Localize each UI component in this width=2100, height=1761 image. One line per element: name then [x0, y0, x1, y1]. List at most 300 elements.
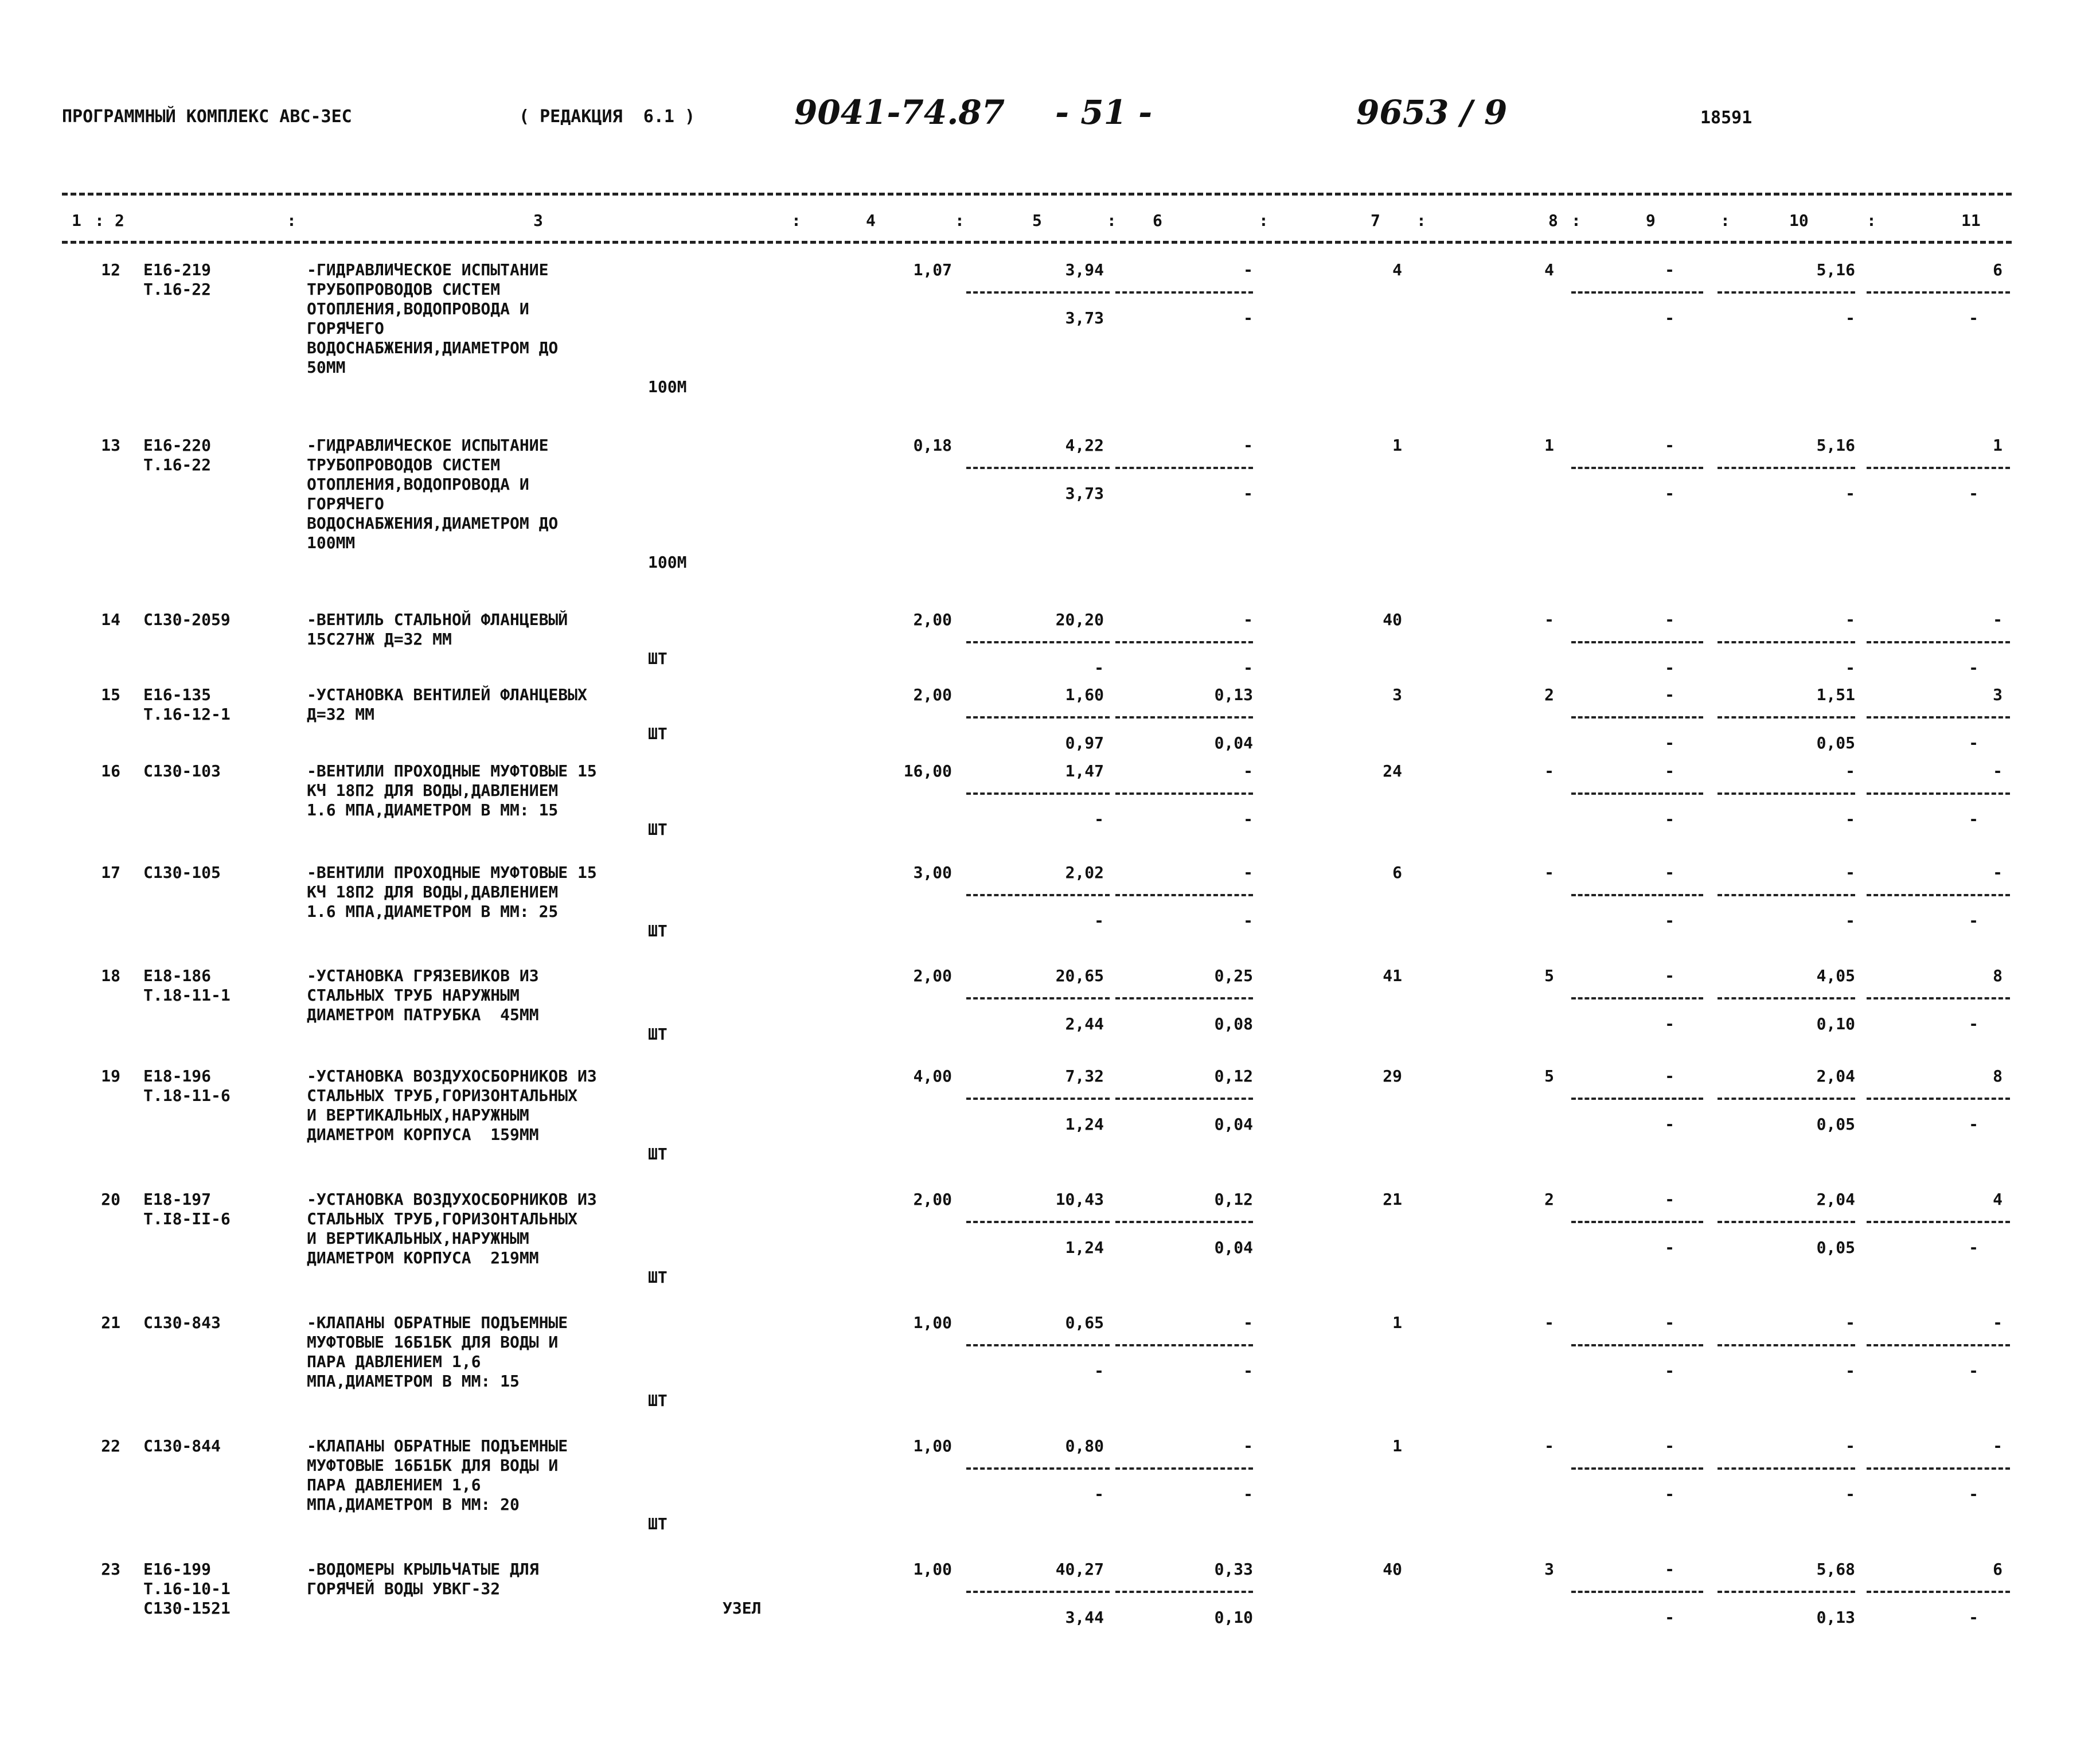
column-header-5: 5	[1032, 211, 1042, 230]
cell-machine-cost-wage: -	[1243, 810, 1253, 829]
cell-col11-sub: -	[1969, 658, 1978, 677]
row-description: МУФТОВЫЕ 16Б1БК ДЛЯ ВОДЫ И	[307, 1456, 559, 1475]
cell-total: 21	[1383, 1190, 1402, 1209]
cell-col9-sub: -	[1665, 1014, 1674, 1033]
fraction-rule	[1571, 997, 1703, 999]
row-description: -КЛАПАНЫ ОБРАТНЫЕ ПОДЪЕМНЫЕ	[307, 1313, 568, 1332]
row-code: Е16-199	[143, 1560, 212, 1579]
row-unit: ШТ	[648, 922, 668, 940]
row-code: С130-105	[143, 863, 221, 882]
row-description: -УСТАНОВКА ВЕНТИЛЕЙ ФЛАНЦЕВЫХ	[307, 685, 587, 704]
fraction-rule	[1115, 467, 1253, 469]
cell-col10-sub: 0,05	[1816, 1238, 1855, 1257]
row-description: Д=32 ММ	[307, 705, 375, 724]
cell-unit-cost-wage: -	[1094, 1485, 1104, 1504]
cell-wage-total: 1	[1544, 436, 1554, 455]
fraction-rule	[1115, 894, 1253, 896]
cell-col10: 5,16	[1816, 260, 1855, 279]
column-header-8: 8	[1548, 211, 1558, 230]
cell-col11: -	[1993, 1436, 2003, 1455]
cell-quantity: 2,00	[913, 1190, 952, 1209]
row-number: 15	[101, 685, 120, 704]
page-number: - 51 -	[1055, 93, 1153, 132]
cell-col10-sub: -	[1845, 810, 1855, 829]
cell-wage-total: 2	[1544, 685, 1554, 704]
fraction-rule	[966, 792, 1110, 795]
row-unit: ШТ	[648, 649, 668, 668]
cell-col10: -	[1845, 762, 1855, 780]
cell-unit-cost-wage: 3,73	[1065, 484, 1104, 503]
row-description: ПАРА ДАВЛЕНИЕМ 1,6	[307, 1475, 481, 1494]
fraction-rule	[1718, 894, 1855, 896]
cell-col9: -	[1665, 762, 1674, 780]
cell-col11: 3	[1993, 685, 2003, 704]
cell-unit-cost: 1,47	[1065, 762, 1104, 780]
row-unit: ШТ	[648, 1268, 668, 1287]
row-code: Т.16-10-1	[143, 1579, 231, 1598]
row-description: -ГИДРАВЛИЧЕСКОЕ ИСПЫТАНИЕ	[307, 436, 549, 455]
fraction-rule	[1718, 1467, 1855, 1470]
cell-col9-sub: -	[1665, 1608, 1674, 1627]
cell-col11-sub: -	[1969, 733, 1978, 752]
cell-quantity: 2,00	[913, 685, 952, 704]
column-separator: :	[1259, 211, 1268, 230]
fraction-rule	[1867, 641, 2010, 643]
cell-unit-cost: 1,60	[1065, 685, 1104, 704]
row-number: 18	[101, 966, 120, 985]
fraction-rule	[1115, 291, 1253, 294]
row-code: Е16-219	[143, 260, 212, 279]
cell-unit-cost: 4,22	[1065, 436, 1104, 455]
cell-col11: 4	[1993, 1190, 2003, 1209]
cell-machine-cost-wage: 0,04	[1214, 733, 1253, 752]
fraction-rule	[966, 716, 1110, 719]
cell-wage-total: -	[1544, 610, 1554, 629]
cell-col11: 1	[1993, 436, 2003, 455]
cell-unit-cost: 0,80	[1065, 1436, 1104, 1455]
column-header-6: 6	[1153, 211, 1162, 230]
cell-machine-cost-wage: -	[1243, 1485, 1253, 1504]
row-description: 1.6 МПА,ДИАМЕТРОМ В ММ: 25	[307, 902, 559, 921]
fraction-rule	[966, 997, 1110, 999]
cell-col9-sub: -	[1665, 810, 1674, 829]
row-number: 14	[101, 610, 120, 629]
cell-machine-cost: 0,13	[1214, 685, 1253, 704]
cell-unit-cost: 3,94	[1065, 260, 1104, 279]
cell-col10-sub: -	[1845, 658, 1855, 677]
fraction-rule	[1718, 792, 1855, 795]
program-name: ПРОГРАММНЫЙ КОМПЛЕКС АВС-3ЕС	[62, 107, 352, 127]
fraction-rule	[1718, 716, 1855, 719]
cell-total: 6	[1392, 863, 1402, 882]
cell-total: 24	[1383, 762, 1402, 780]
cell-unit-cost: 10,43	[1055, 1190, 1104, 1209]
cell-col11-sub: -	[1969, 309, 1978, 327]
row-description: МПА,ДИАМЕТРОМ В ММ: 15	[307, 1372, 520, 1391]
cell-wage-total: -	[1544, 1436, 1554, 1455]
row-description: -УСТАНОВКА ВОЗДУХОСБОРНИКОВ ИЗ	[307, 1190, 597, 1209]
cell-total: 1	[1392, 1436, 1402, 1455]
column-header-10: 10	[1789, 211, 1809, 230]
cell-total: 40	[1383, 1560, 1402, 1579]
column-separator: :	[1867, 211, 1876, 230]
cell-col9-sub: -	[1665, 1361, 1674, 1380]
cell-col11-sub: -	[1969, 1608, 1978, 1627]
cell-unit-cost-wage: -	[1094, 810, 1104, 829]
row-code: Т.18-11-6	[143, 1086, 231, 1105]
cell-quantity: 2,00	[913, 610, 952, 629]
row-description: -УСТАНОВКА ГРЯЗЕВИКОВ ИЗ	[307, 966, 539, 985]
cell-wage-total: 3	[1544, 1560, 1554, 1579]
cell-col11-sub: -	[1969, 484, 1978, 503]
fraction-rule	[966, 894, 1110, 896]
cell-col9: -	[1665, 966, 1674, 985]
cell-machine-cost: -	[1243, 260, 1253, 279]
cell-col10: 1,51	[1816, 685, 1855, 704]
fraction-rule	[1571, 1591, 1703, 1593]
fraction-rule	[1115, 1098, 1253, 1100]
cell-quantity: 3,00	[913, 863, 952, 882]
fraction-rule	[1718, 291, 1855, 294]
fraction-rule	[1867, 467, 2010, 469]
fraction-rule	[1115, 1221, 1253, 1223]
cell-col11: -	[1993, 610, 2003, 629]
cell-unit-cost: 20,20	[1055, 610, 1104, 629]
cell-col10-sub: -	[1845, 1485, 1855, 1504]
cell-col9: -	[1665, 436, 1674, 455]
cell-col9-sub: -	[1665, 911, 1674, 930]
fraction-rule	[1867, 716, 2010, 719]
cell-unit-cost-wage: 3,44	[1065, 1608, 1104, 1627]
cell-machine-cost-wage: 0,04	[1214, 1115, 1253, 1134]
fraction-rule	[1718, 641, 1855, 643]
row-number: 22	[101, 1436, 120, 1455]
cell-wage-total: 5	[1544, 1067, 1554, 1086]
fraction-rule	[1571, 1344, 1703, 1346]
row-description: ГОРЯЧЕЙ ВОДЫ УВКГ-32	[307, 1579, 501, 1598]
row-description: -ГИДРАВЛИЧЕСКОЕ ИСПЫТАНИЕ	[307, 260, 549, 279]
fraction-rule	[1571, 1221, 1703, 1223]
cell-total: 4	[1392, 260, 1402, 279]
column-header-9: 9	[1646, 211, 1656, 230]
cell-unit-cost: 2,02	[1065, 863, 1104, 882]
cell-unit-cost: 20,65	[1055, 966, 1104, 985]
row-unit: УЗЕЛ	[723, 1599, 762, 1618]
column-separator: :	[287, 211, 296, 230]
cell-col9-sub: -	[1665, 733, 1674, 752]
cell-total: 40	[1383, 610, 1402, 629]
row-description: -ВОДОМЕРЫ КРЫЛЬЧАТЫЕ ДЛЯ	[307, 1560, 539, 1579]
column-header-1: 1	[72, 211, 81, 230]
top-rule	[62, 193, 2012, 196]
row-description: ВОДОСНАБЖЕНИЯ,ДИАМЕТРОМ ДО	[307, 338, 559, 357]
cell-col11: -	[1993, 762, 2003, 780]
cell-machine-cost: -	[1243, 762, 1253, 780]
row-description: ДИАМЕТРОМ ПАТРУБКА 45ММ	[307, 1005, 539, 1024]
fraction-rule	[966, 291, 1110, 294]
row-description: ТРУБОПРОВОДОВ СИСТЕМ	[307, 455, 501, 474]
row-code: С130-844	[143, 1436, 221, 1455]
cell-total: 29	[1383, 1067, 1402, 1086]
cell-machine-cost-wage: -	[1243, 1361, 1253, 1380]
row-description: ОТОПЛЕНИЯ,ВОДОПРОВОДА И	[307, 299, 529, 318]
fraction-rule	[1867, 997, 2010, 999]
row-number: 21	[101, 1313, 120, 1332]
cell-machine-cost: -	[1243, 863, 1253, 882]
cell-col10: 5,16	[1816, 436, 1855, 455]
cell-quantity: 1,00	[913, 1436, 952, 1455]
cell-quantity: 16,00	[903, 762, 952, 780]
fraction-rule	[1867, 1098, 2010, 1100]
cell-wage-total: 2	[1544, 1190, 1554, 1209]
row-code: С130-843	[143, 1313, 221, 1332]
cell-col11: -	[1993, 863, 2003, 882]
cell-col11-sub: -	[1969, 911, 1978, 930]
cell-col10-sub: -	[1845, 309, 1855, 327]
row-description: ВОДОСНАБЖЕНИЯ,ДИАМЕТРОМ ДО	[307, 514, 559, 533]
fraction-rule	[966, 467, 1110, 469]
fraction-rule	[1571, 894, 1703, 896]
row-code: Т.18-11-1	[143, 986, 231, 1005]
cell-col10-sub: 0,05	[1816, 1115, 1855, 1134]
row-unit: ШТ	[648, 1145, 668, 1163]
row-description: ТРУБОПРОВОДОВ СИСТЕМ	[307, 280, 501, 299]
cell-wage-total: -	[1544, 863, 1554, 882]
column-header-4: 4	[866, 211, 876, 230]
cell-col9: -	[1665, 1313, 1674, 1332]
fraction-rule	[1718, 1221, 1855, 1223]
fraction-rule	[1115, 641, 1253, 643]
column-separator: :	[1416, 211, 1426, 230]
cell-machine-cost: 0,33	[1214, 1560, 1253, 1579]
row-description: МПА,ДИАМЕТРОМ В ММ: 20	[307, 1495, 520, 1514]
row-code: Е18-197	[143, 1190, 212, 1209]
row-code: Т.16-12-1	[143, 705, 231, 724]
cell-machine-cost-wage: -	[1243, 658, 1253, 677]
cell-col11: 8	[1993, 966, 2003, 985]
cell-col9: -	[1665, 260, 1674, 279]
cell-col10-sub: 0,10	[1816, 1014, 1855, 1033]
cell-unit-cost-wage: 0,97	[1065, 733, 1104, 752]
cell-col11-sub: -	[1969, 1485, 1978, 1504]
fraction-rule	[1115, 716, 1253, 719]
fraction-rule	[966, 1221, 1110, 1223]
fraction-rule	[1718, 467, 1855, 469]
cell-machine-cost: -	[1243, 436, 1253, 455]
fraction-rule	[1115, 1591, 1253, 1593]
row-number: 23	[101, 1560, 120, 1579]
cell-machine-cost-wage: -	[1243, 309, 1253, 327]
row-code: Т.I8-II-6	[143, 1209, 231, 1228]
fraction-rule	[1115, 1344, 1253, 1346]
fraction-rule	[1571, 716, 1703, 719]
fraction-rule	[1571, 641, 1703, 643]
row-description: -ВЕНТИЛИ ПРОХОДНЫЕ МУФТОВЫЕ 15	[307, 762, 597, 780]
fraction-rule	[1718, 1098, 1855, 1100]
cell-col11-sub: -	[1969, 1238, 1978, 1257]
header-rule	[62, 241, 2012, 244]
fraction-rule	[966, 1467, 1110, 1470]
cell-col10-sub: -	[1845, 911, 1855, 930]
row-number: 20	[101, 1190, 120, 1209]
cell-total: 41	[1383, 966, 1402, 985]
row-code: С130-103	[143, 762, 221, 780]
row-unit: 100М	[648, 377, 687, 396]
cell-col10-sub: -	[1845, 1361, 1855, 1380]
row-unit: ШТ	[648, 820, 668, 839]
cell-wage-total: -	[1544, 762, 1554, 780]
cell-quantity: 1,00	[913, 1560, 952, 1579]
cell-total: 1	[1392, 436, 1402, 455]
cell-col9: -	[1665, 1560, 1674, 1579]
column-header-11: 11	[1961, 211, 1981, 230]
fraction-rule	[1867, 894, 2010, 896]
fraction-rule	[1571, 467, 1703, 469]
row-code: Е16-135	[143, 685, 212, 704]
fraction-rule	[966, 641, 1110, 643]
row-description: -УСТАНОВКА ВОЗДУХОСБОРНИКОВ ИЗ	[307, 1067, 597, 1086]
cell-col10: 4,05	[1816, 966, 1855, 985]
row-description: 50ММ	[307, 358, 346, 377]
cell-col10-sub: 0,05	[1816, 733, 1855, 752]
row-description: 1.6 МПА,ДИАМЕТРОМ В ММ: 15	[307, 801, 559, 819]
cell-col9-sub: -	[1665, 658, 1674, 677]
cell-col11-sub: -	[1969, 810, 1978, 829]
cell-col11: 8	[1993, 1067, 2003, 1086]
cell-unit-cost-wage: 2,44	[1065, 1014, 1104, 1033]
row-code: С130-2059	[143, 610, 231, 629]
column-separator: :	[791, 211, 801, 230]
cell-total: 1	[1392, 1313, 1402, 1332]
cell-col9: -	[1665, 1190, 1674, 1209]
edition-label: ( РЕДАКЦИЯ 6.1 )	[519, 107, 696, 127]
row-description: СТАЛЬНЫХ ТРУБ НАРУЖНЫМ	[307, 986, 520, 1005]
row-description: И ВЕРТИКАЛЬНЫХ,НАРУЖНЫМ	[307, 1229, 529, 1248]
cell-col11-sub: -	[1969, 1361, 1978, 1380]
fraction-rule	[1867, 1591, 2010, 1593]
column-separator: :	[1107, 211, 1117, 230]
row-description: СТАЛЬНЫХ ТРУБ,ГОРИЗОНТАЛЬНЫХ	[307, 1086, 578, 1105]
cell-col9: -	[1665, 863, 1674, 882]
cell-machine-cost: -	[1243, 610, 1253, 629]
row-number: 16	[101, 762, 120, 780]
cell-unit-cost: 0,65	[1065, 1313, 1104, 1332]
fraction-rule	[1718, 1591, 1855, 1593]
fraction-rule	[1115, 792, 1253, 795]
cell-unit-cost-wage: -	[1094, 658, 1104, 677]
cell-col10: 2,04	[1816, 1190, 1855, 1209]
cell-machine-cost: 0,12	[1214, 1190, 1253, 1209]
row-description: ПАРА ДАВЛЕНИЕМ 1,6	[307, 1352, 481, 1371]
column-separator: :	[1571, 211, 1581, 230]
column-separator: :	[955, 211, 965, 230]
cell-unit-cost: 7,32	[1065, 1067, 1104, 1086]
cell-machine-cost-wage: 0,08	[1214, 1014, 1253, 1033]
fraction-rule	[1571, 291, 1703, 294]
fraction-rule	[1867, 1344, 2010, 1346]
cell-wage-total: -	[1544, 1313, 1554, 1332]
row-description: И ВЕРТИКАЛЬНЫХ,НАРУЖНЫМ	[307, 1106, 529, 1124]
cell-unit-cost-wage: -	[1094, 911, 1104, 930]
cell-machine-cost-wage: 0,10	[1214, 1608, 1253, 1627]
fraction-rule	[1571, 792, 1703, 795]
row-number: 13	[101, 436, 120, 455]
cell-col9-sub: -	[1665, 484, 1674, 503]
row-code: Т.16-22	[143, 455, 212, 474]
cell-machine-cost: -	[1243, 1313, 1253, 1332]
cell-unit-cost-wage: 1,24	[1065, 1115, 1104, 1134]
cell-quantity: 1,00	[913, 1313, 952, 1332]
row-description: ДИАМЕТРОМ КОРПУСА 159ММ	[307, 1125, 539, 1144]
row-number: 17	[101, 863, 120, 882]
cell-col10-sub: -	[1845, 484, 1855, 503]
row-unit: ШТ	[648, 1025, 668, 1044]
doc-code: 9041-74.87	[794, 93, 1005, 132]
cell-col9: -	[1665, 1436, 1674, 1455]
cell-wage-total: 4	[1544, 260, 1554, 279]
row-description: СТАЛЬНЫХ ТРУБ,ГОРИЗОНТАЛЬНЫХ	[307, 1209, 578, 1228]
fraction-rule	[1867, 792, 2010, 795]
reference-number: 9653 / 9	[1356, 93, 1508, 132]
fraction-rule	[1571, 1467, 1703, 1470]
cell-unit-cost-wage: -	[1094, 1361, 1104, 1380]
row-description: 100ММ	[307, 533, 356, 552]
row-code: Т.16-22	[143, 280, 212, 299]
column-header-3: 3	[533, 211, 543, 230]
cell-col9: -	[1665, 685, 1674, 704]
row-code: Е18-186	[143, 966, 212, 985]
cell-machine-cost-wage: -	[1243, 484, 1253, 503]
cell-col11: -	[1993, 1313, 2003, 1332]
cell-col10: -	[1845, 1313, 1855, 1332]
cell-col10-sub: 0,13	[1816, 1608, 1855, 1627]
cell-col10: 2,04	[1816, 1067, 1855, 1086]
cell-col9-sub: -	[1665, 1238, 1674, 1257]
cell-col10: -	[1845, 1436, 1855, 1455]
cell-unit-cost: 40,27	[1055, 1560, 1104, 1579]
cell-col10: 5,68	[1816, 1560, 1855, 1579]
fraction-rule	[1115, 1467, 1253, 1470]
cell-col9-sub: -	[1665, 1115, 1674, 1134]
row-description: ОТОПЛЕНИЯ,ВОДОПРОВОДА И	[307, 475, 529, 494]
row-description: ГОРЯЧЕГО	[307, 319, 384, 338]
cell-machine-cost-wage: -	[1243, 911, 1253, 930]
row-unit: ШТ	[648, 1391, 668, 1410]
cell-machine-cost: 0,25	[1214, 966, 1253, 985]
column-separator: :	[95, 211, 104, 230]
cell-col10: -	[1845, 610, 1855, 629]
fraction-rule	[966, 1344, 1110, 1346]
cell-quantity: 0,18	[913, 436, 952, 455]
cell-total: 3	[1392, 685, 1402, 704]
row-description: 15С27НЖ Д=32 ММ	[307, 630, 452, 649]
row-description: КЧ 18П2 ДЛЯ ВОДЫ,ДАВЛЕНИЕМ	[307, 781, 559, 800]
cell-col9: -	[1665, 1067, 1674, 1086]
fraction-rule	[1571, 1098, 1703, 1100]
row-code: С130-1521	[143, 1599, 231, 1618]
row-description: -ВЕНТИЛИ ПРОХОДНЫЕ МУФТОВЫЕ 15	[307, 863, 597, 882]
column-header-7: 7	[1371, 211, 1380, 230]
column-header-2: 2	[115, 211, 124, 230]
cell-col11-sub: -	[1969, 1014, 1978, 1033]
cell-col11: 6	[1993, 1560, 2003, 1579]
cell-quantity: 4,00	[913, 1067, 952, 1086]
cell-machine-cost: 0,12	[1214, 1067, 1253, 1086]
fraction-rule	[1867, 1467, 2010, 1470]
cell-col9: -	[1665, 610, 1674, 629]
fraction-rule	[1718, 1344, 1855, 1346]
cell-quantity: 1,07	[913, 260, 952, 279]
